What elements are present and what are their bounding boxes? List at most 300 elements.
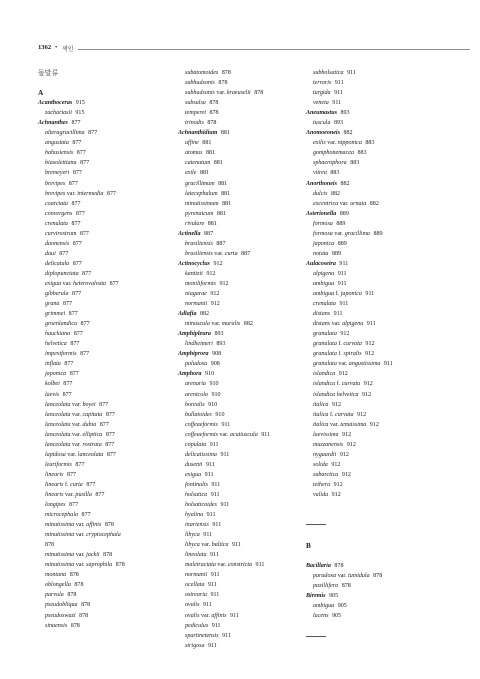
entry-page: 911 [221, 421, 231, 428]
entry-page: 911 [232, 542, 241, 549]
index-genus-entry [306, 179, 431, 189]
index-species-entry [306, 460, 431, 470]
index-genus-entry [306, 108, 431, 118]
entry-infraspecific-name: pusilla [75, 491, 92, 498]
index-species-entry [38, 560, 163, 570]
index-species-entry [178, 510, 303, 520]
entry-name: kanitzii [185, 270, 203, 277]
entry-page: 878 [70, 622, 80, 629]
entry-page: 877 [82, 270, 92, 277]
index-species-entry [38, 400, 163, 410]
entry-name: gibberula [45, 291, 69, 298]
index-column-1 [38, 68, 163, 631]
index-species-entry [306, 249, 431, 259]
index-species-entry [38, 319, 163, 329]
entry-name: Achnanthes [38, 120, 68, 127]
section-divider [306, 636, 326, 638]
entry-page: 889 [337, 240, 347, 247]
entry-page: 912 [206, 270, 216, 277]
entry-rank: var. [219, 431, 229, 438]
entry-name: italica [313, 421, 329, 428]
entry-page: 882 [200, 311, 210, 318]
entry-page: 877 [71, 220, 81, 227]
index-species-entry [306, 339, 431, 349]
entry-rank: var. [72, 431, 81, 438]
entry-page: 877 [72, 140, 82, 147]
entry-page: 878 [254, 90, 264, 97]
entry-name: dusenii [185, 461, 203, 468]
page-header [38, 44, 438, 56]
entry-page: 881 [206, 150, 216, 157]
entry-name: helvetica [45, 341, 67, 348]
entry-name: laevissima [313, 431, 339, 438]
entry-page: 910 [209, 381, 219, 388]
index-column-3 [306, 68, 431, 643]
entry-rank: var. [216, 90, 226, 97]
entry-page: 877 [80, 351, 90, 358]
entry-page: 877 [76, 150, 86, 157]
index-species-entry [306, 219, 431, 229]
entry-page: 912 [340, 331, 350, 338]
index-species-entry [38, 239, 163, 249]
entry-infraspecific-name: curta [224, 250, 238, 257]
entry-page: 877 [88, 130, 98, 137]
entry-page: 912 [210, 301, 220, 308]
entry-page: 912 [362, 391, 372, 398]
index-species-entry [178, 470, 303, 480]
index-species-entry [38, 369, 163, 379]
index-species-entry [38, 460, 163, 470]
entry-name: alpigena [313, 270, 335, 277]
entry-page: 878 [45, 542, 55, 549]
entry-rank: var. [75, 562, 85, 569]
entry-name: brasiliensis [185, 250, 213, 257]
index-species-entry [178, 560, 303, 570]
index-species-entry [306, 571, 431, 581]
index-species-entry [38, 199, 163, 209]
spacer [38, 78, 163, 88]
entry-page: 883 [357, 150, 367, 157]
index-species-entry [306, 410, 431, 420]
index-species-entry [178, 269, 303, 279]
entry-name: vitrea [313, 170, 327, 177]
entry-page: 878 [209, 100, 219, 107]
entry-page: 911 [334, 90, 343, 97]
index-species-entry [38, 420, 163, 430]
index-species-entry [38, 259, 163, 269]
entry-infraspecific-name: curvata [343, 341, 362, 348]
entry-page: 908 [212, 351, 222, 358]
index-genus-entry [306, 128, 431, 138]
entry-page: 877 [95, 491, 105, 498]
index-species-entry [178, 430, 303, 440]
entry-page: 877 [105, 431, 115, 438]
entry-name: Asterionella [306, 210, 337, 217]
entry-page: 877 [105, 441, 115, 448]
entry-name: bahusiensis [45, 150, 74, 157]
entry-name: borealis [185, 401, 205, 408]
entry-name: pediculus [185, 622, 209, 629]
index-species-entry [178, 540, 303, 550]
entry-name: lapidosa [45, 451, 66, 458]
entry-rank: var. [75, 522, 85, 529]
entry-name: sphaerophora [313, 160, 347, 167]
entry-name: paxillifera [313, 583, 339, 590]
entry-page: 883 [350, 160, 360, 167]
entry-page: 911 [211, 622, 221, 629]
entry-name: ovalis [185, 602, 200, 609]
index-species-entry [38, 590, 163, 600]
section-letter: A [38, 89, 44, 98]
index-genus-entry [178, 309, 303, 319]
entry-infraspecific-name: ornata [350, 200, 367, 207]
entry-page: 877 [72, 240, 82, 247]
entry-page: 883 [365, 140, 375, 147]
entry-name: granulata [313, 331, 337, 338]
entry-page: 882 [340, 180, 350, 187]
index-species-entry [38, 299, 163, 309]
entry-page: 877 [86, 481, 96, 488]
index-species-entry [38, 621, 163, 631]
entry-name: minutissima [45, 522, 75, 529]
index-species-entry [178, 580, 303, 590]
entry-page: 882 [243, 321, 253, 328]
entry-name: granulata [313, 341, 337, 348]
entry-page: 877 [68, 180, 78, 187]
entry-name: ambigua [313, 603, 335, 610]
entry-page: 911 [206, 512, 216, 519]
index-species-entry [38, 570, 163, 580]
entry-infraspecific-name: curvata [341, 381, 361, 388]
entry-name: lanceolata [45, 401, 71, 408]
entry-page: 908 [210, 361, 220, 368]
entry-page: 911 [203, 532, 213, 539]
index-species-entry [306, 450, 431, 460]
index-species-entry [306, 440, 431, 450]
entry-page: 911 [365, 291, 375, 298]
entry-page: 877 [62, 391, 72, 398]
section-divider [306, 524, 326, 526]
entry-name: coffeaeformis [185, 431, 218, 438]
entry-page: 878 [69, 572, 79, 579]
entry-name: subsalsa [185, 100, 206, 107]
entry-name: coffeaeformis [185, 421, 218, 428]
entry-page: 887 [216, 240, 226, 247]
index-species-entry [178, 410, 303, 420]
entry-page: 893 [333, 120, 344, 127]
entry-page: 877 [109, 280, 119, 287]
entry-name: islandica [313, 371, 336, 378]
index-species-entry [38, 359, 163, 369]
index-genus-entry [306, 209, 431, 219]
entry-name: holsaticoides [185, 502, 217, 509]
index-species-entry [178, 490, 303, 500]
header-bullet: • [55, 44, 58, 51]
entry-page: 911 [209, 441, 219, 448]
entry-page: 881 [221, 190, 231, 197]
index-species-entry [178, 158, 303, 168]
entry-name: subhudsonis [185, 80, 215, 87]
entry-name: lanceolata [45, 421, 71, 428]
entry-page: 912 [210, 291, 220, 298]
entry-name: delicatula [45, 260, 70, 267]
entry-page: 877 [81, 512, 91, 519]
index-species-entry [178, 621, 303, 631]
index-species-entry [38, 279, 163, 289]
entry-page: 878 [209, 110, 219, 117]
index-species-entry [306, 88, 431, 98]
entry-infraspecific-name: acutiuscula [229, 431, 258, 438]
index-species-entry [178, 480, 303, 490]
index-species-entry [306, 229, 431, 239]
index-species-entry [178, 460, 303, 470]
entry-infraspecific-name: capitata [82, 411, 103, 418]
entry-page: 912 [338, 371, 348, 378]
entry-page: 911 [205, 461, 215, 468]
entry-infraspecific-name: japonica [340, 291, 362, 298]
index-species-entry [306, 319, 431, 329]
entry-page: 878 [103, 552, 113, 559]
entry-name: exigua [45, 280, 62, 287]
index-species-entry [178, 179, 303, 189]
entry-name: spartinetensis [185, 632, 219, 639]
entry-page: 912 [369, 421, 379, 428]
entry-page: 889 [373, 230, 383, 237]
entry-rank: var. [66, 190, 76, 197]
entry-page: 911 [255, 562, 265, 569]
header-rule [78, 49, 470, 50]
entry-name: lanceolata [45, 431, 71, 438]
entry-page: 912 [342, 431, 352, 438]
entry-name: zachariasii [45, 110, 72, 117]
entry-name: grana [45, 301, 60, 308]
index-species-entry [38, 490, 163, 500]
entry-name: subholsatica [313, 70, 344, 76]
index-species-entry [178, 189, 303, 199]
index-species-entry [178, 108, 303, 118]
entry-page: 911 [220, 451, 230, 458]
entry-name: ostrearia [185, 592, 207, 599]
index-entry-continuation [38, 540, 163, 550]
index-species-entry [178, 78, 303, 88]
entry-name: minutissimum [185, 200, 219, 207]
entry-page: 911 [337, 270, 347, 277]
index-genus-entry [178, 349, 303, 359]
entry-rank: var. [217, 562, 227, 569]
index-species-entry [306, 359, 431, 369]
entry-page: 877 [71, 120, 81, 127]
entry-page: 881 [202, 140, 212, 147]
entry-name: veneta [313, 100, 329, 107]
index-species-entry [38, 219, 163, 229]
index-species-entry [178, 440, 303, 450]
entry-name: subhudsonis [185, 90, 215, 97]
entry-name: hauckiana [45, 331, 71, 338]
entry-name: gomphonemacea [313, 150, 354, 157]
entry-page: 911 [202, 602, 212, 609]
entry-infraspecific-name: kraeuselii [226, 90, 251, 97]
index-genus-entry [178, 229, 303, 239]
entry-page: 877 [72, 291, 82, 298]
entry-page: 910 [215, 411, 225, 418]
entry-page: 911 [366, 321, 376, 328]
entry-name: paludosa [185, 361, 208, 368]
index-species-entry [306, 239, 431, 249]
entry-rank: var. [72, 421, 81, 428]
entry-name: arenicola [185, 391, 208, 398]
entry-infraspecific-name: helvetica [336, 391, 359, 398]
index-genus-entry [306, 561, 431, 571]
index-species-entry [38, 179, 163, 189]
index-species-entry [178, 219, 303, 229]
entry-name: subarctica [313, 471, 339, 478]
index-species-entry [306, 98, 431, 108]
index-species-entry [178, 590, 303, 600]
entry-name: minutissima [45, 562, 75, 569]
index-species-entry [38, 329, 163, 339]
entry-name: brevipes [45, 180, 66, 187]
entry-page: 881 [218, 180, 228, 187]
entry-page: 878 [67, 592, 77, 599]
entry-page: 911 [334, 80, 344, 87]
entry-page: 911 [210, 491, 220, 498]
entry-name: brasiliensis [185, 240, 213, 247]
entry-page: 877 [75, 461, 85, 468]
entry-page: 881 [199, 170, 210, 177]
entry-infraspecific-name: tumidula [348, 573, 370, 580]
entry-name: Anomoeoneis [306, 130, 340, 137]
entry-page: 910 [205, 371, 215, 378]
entry-name: diplopunctata [45, 270, 79, 277]
entry-name: lanceolata [45, 441, 71, 448]
entry-name: bremeyeri [45, 170, 70, 177]
index-species-entry [306, 148, 431, 158]
index-species-entry [38, 550, 163, 560]
entry-rank: var. [338, 361, 348, 368]
index-species-entry [38, 229, 163, 239]
index-species-entry [306, 581, 431, 591]
entry-page: 878 [74, 582, 84, 589]
entry-name: microcephala [45, 512, 79, 519]
entry-page: 887 [241, 250, 251, 257]
index-species-entry [178, 289, 303, 299]
entry-name: bullatoides [185, 411, 212, 418]
entry-name: grimmei [45, 311, 66, 318]
entry-page: 915 [75, 110, 85, 117]
entry-page: 911 [208, 642, 217, 649]
entry-rank: f. [65, 481, 69, 488]
entry-name: lucens [313, 613, 329, 620]
entry-infraspecific-name: heterovalvata [73, 280, 107, 287]
index-species-entry [306, 400, 431, 410]
entry-rank: var. [329, 421, 339, 428]
entry-name: impexiformis [45, 351, 77, 358]
entry-name: tethera [313, 481, 331, 488]
spacer [306, 500, 431, 510]
entry-name: leariformis [45, 461, 72, 468]
index-species-entry [306, 199, 431, 209]
entry-page: 878 [373, 573, 383, 580]
index-species-entry [178, 138, 303, 148]
entry-name: holsatica [185, 491, 208, 498]
entry-name: ovalis [185, 612, 200, 619]
entry-name: pseudoswazi [45, 612, 76, 619]
header-label: 색인 [62, 47, 74, 53]
index-species-entry [306, 158, 431, 168]
entry-name: Anorthoneis [306, 180, 337, 187]
entry-infraspecific-name: baltica [211, 542, 229, 549]
entry-name: crenulata [313, 301, 336, 308]
entry-page: 887 [204, 230, 214, 237]
entry-name: moniliformis [185, 280, 216, 287]
entry-rank: var. [72, 401, 81, 408]
entry-page: 912 [346, 441, 356, 448]
entry-name: kolbei [45, 381, 60, 388]
entry-name: parvula [45, 592, 64, 599]
entry-name: Amphiprora [178, 351, 209, 358]
entry-name: trinodis [185, 120, 204, 127]
index-species-entry [38, 168, 163, 178]
entry-page: 911 [261, 431, 271, 438]
entry-page: 878 [207, 120, 217, 127]
entry-rank: var. [339, 200, 349, 207]
entry-page: 915 [75, 100, 85, 107]
index-species-entry [38, 108, 163, 118]
entry-page: 878 [341, 583, 351, 590]
entry-page: 877 [79, 230, 89, 237]
entry-name: niagarae [185, 291, 207, 298]
entry-page: 912 [365, 341, 375, 348]
index-species-entry [178, 299, 303, 309]
index-species-entry [306, 349, 431, 359]
index-species-entry [306, 189, 431, 199]
entry-rank: var. [214, 250, 224, 257]
entry-page: 878 [221, 70, 231, 76]
entry-name: convergens [45, 210, 73, 217]
index-species-entry [38, 379, 163, 389]
entry-name: italica [313, 401, 329, 408]
index-species-entry [178, 390, 303, 400]
entry-page: 882 [369, 200, 379, 207]
entry-rank: var. [72, 441, 81, 448]
index-species-entry [38, 189, 163, 199]
entry-page: 912 [363, 381, 373, 388]
entry-page: 889 [339, 210, 349, 217]
index-category-heading: 돌말류 [38, 69, 59, 77]
entry-page: 912 [357, 411, 367, 418]
index-species-entry [38, 430, 163, 440]
entry-page: 911 [210, 552, 219, 559]
entry-infraspecific-name: saprophila [86, 562, 113, 569]
entry-infraspecific-name: constricta [227, 562, 253, 569]
index-species-entry [306, 269, 431, 279]
entry-name: brevipes [45, 190, 66, 197]
entry-name: exigua [185, 471, 202, 478]
entry-page: 911 [332, 100, 342, 107]
entry-page: 911 [211, 481, 221, 488]
entry-infraspecific-name: curvata [335, 411, 354, 418]
index-species-entry [306, 490, 431, 500]
index-species-entry [38, 209, 163, 219]
entry-name: exile [185, 170, 197, 177]
index-species-entry [306, 309, 431, 319]
entry-name: crenulata [45, 220, 68, 227]
entry-page: 881 [213, 160, 223, 167]
index-genus-entry [178, 259, 303, 269]
entry-infraspecific-name: dubia [82, 421, 97, 428]
spacer [306, 622, 431, 632]
entry-page: 877 [70, 341, 80, 348]
